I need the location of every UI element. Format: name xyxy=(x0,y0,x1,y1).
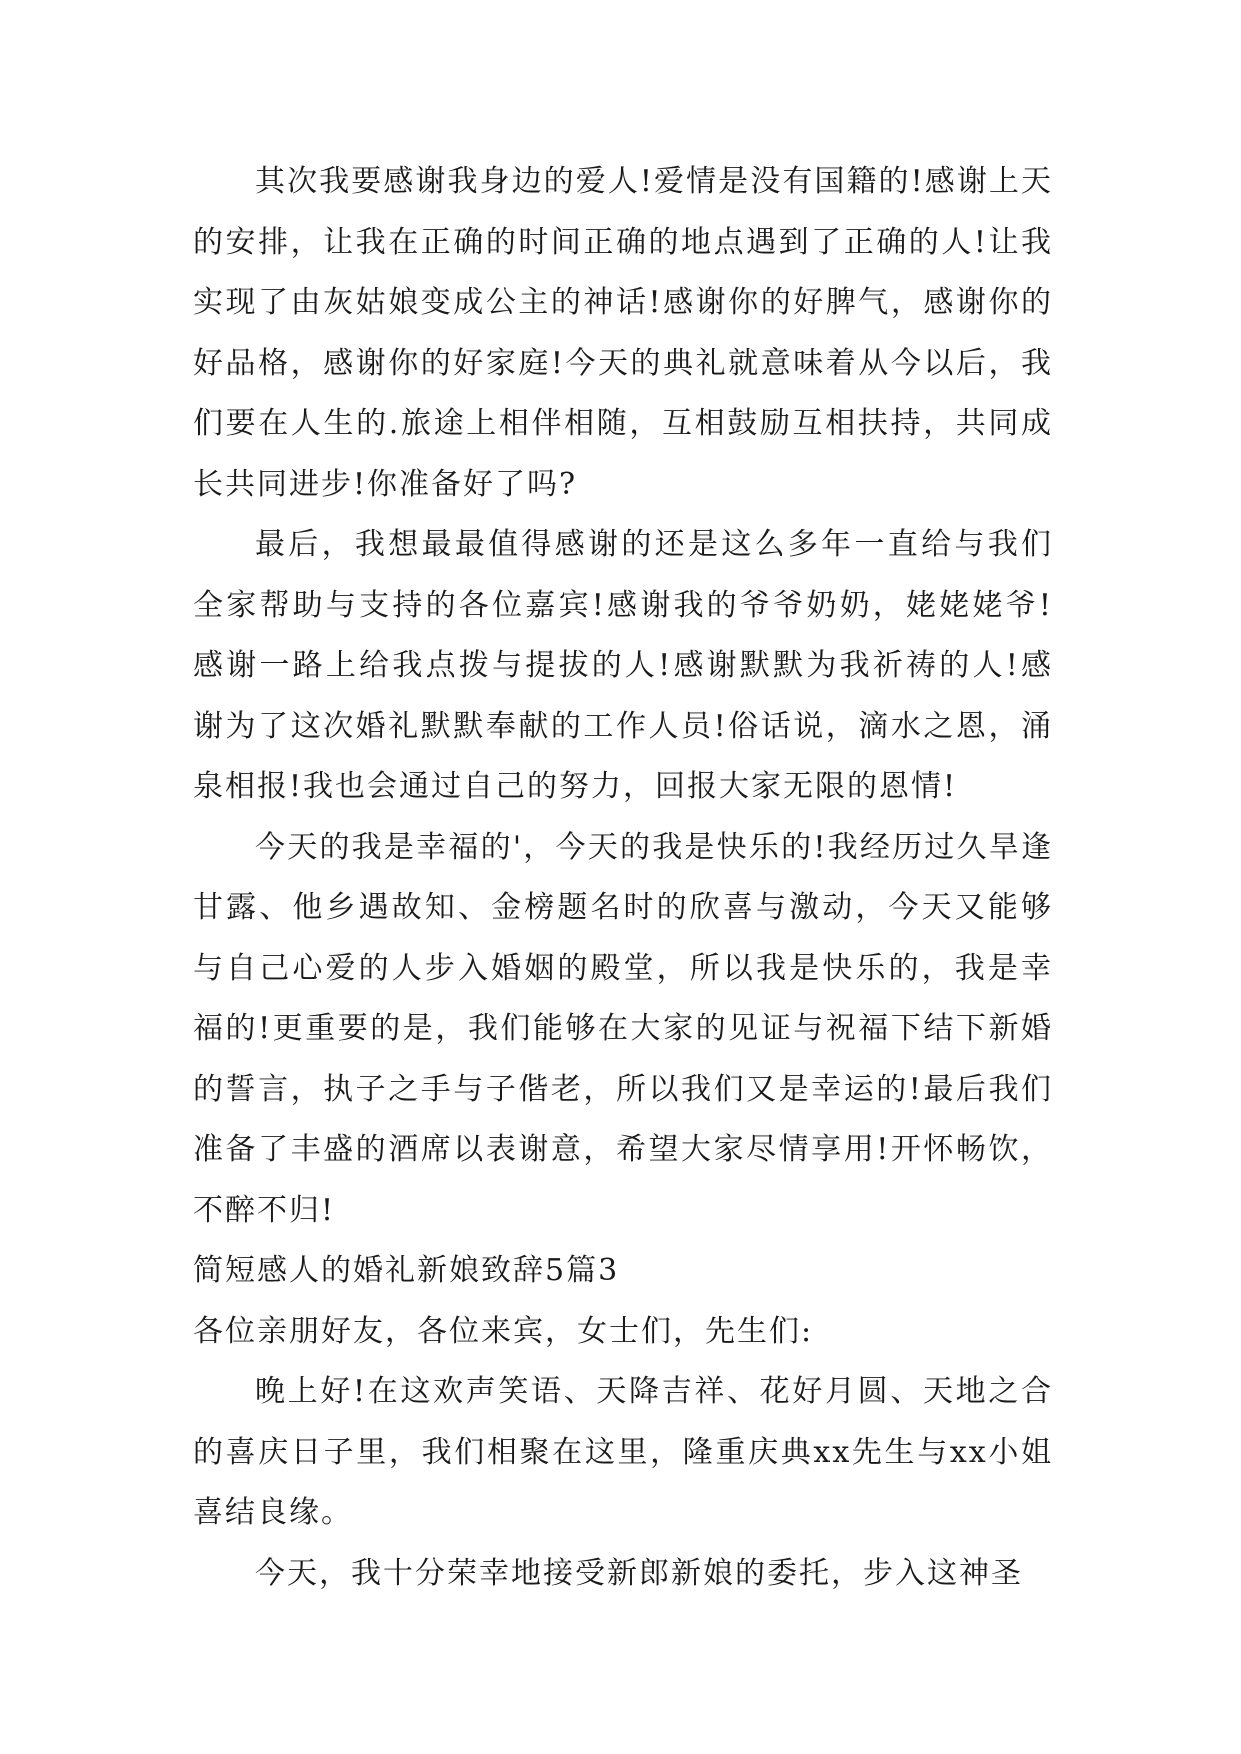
paragraph-thanks-spouse: 其次我要感谢我身边的爱人!爱情是没有国籍的!感谢上天的安排，让我在正确的时间正确的地点遇到了正确的人!让我实现了由灰姑娘变成公主的神话!感谢你的好脾气，感谢你的好品格，感谢你的好家庭!今天的典礼就意味着从今以后，我们要在人生的.旅途上相伴相随，互相鼓励互相扶持，共同成长共同进步!你准备好了吗? xyxy=(193,164,1053,502)
paragraph-thanks-guests: 最后，我想最最值得感谢的还是这么多年一直给与我们全家帮助与支持的各位嘉宾!感谢我的爷爷奶奶，姥姥姥爷!感谢一路上给我点拨与提拔的人!感谢默默为我祈祷的人!感谢为了这次婚礼默默奉献的工作人员!俗话说，滴水之恩，涌泉相报!我也会通过自己的努力，回报大家无限的恩情! xyxy=(193,527,1053,804)
document-page xyxy=(193,152,1053,1604)
paragraph-greeting: 晚上好!在这欢声笑语、天降吉祥、花好月圆、天地之合的喜庆日子里，我们相聚在这里，隆重庆典xx先生与xx小姐喜结良缘。 xyxy=(193,1374,1053,1530)
salutation: 各位亲朋好友，各位来宾，女士们，先生们: xyxy=(193,1313,814,1349)
paragraph-happiness: 今天的我是幸福的'，今天的我是快乐的!我经历过久旱逢甘露、他乡遇故知、金榜题名时的欣喜与激动，今天又能够与自己心爱的人步入婚姻的殿堂，所以我是快乐的，我是幸福的!更重要的是，我们能够在大家的见证与祝福下结下新婚的誓言，执子之手与子偕老，所以我们又是幸运的!最后我们准备了丰盛的酒席以表谢意，希望大家尽情享用!开怀畅饮，不醉不归! xyxy=(193,829,1053,1228)
section-title: 简短感人的婚礼新娘致辞5篇3 xyxy=(193,1253,620,1288)
paragraph-honored: 今天，我十分荣幸地接受新郎新娘的委托，步入这神圣 xyxy=(255,1555,1023,1591)
